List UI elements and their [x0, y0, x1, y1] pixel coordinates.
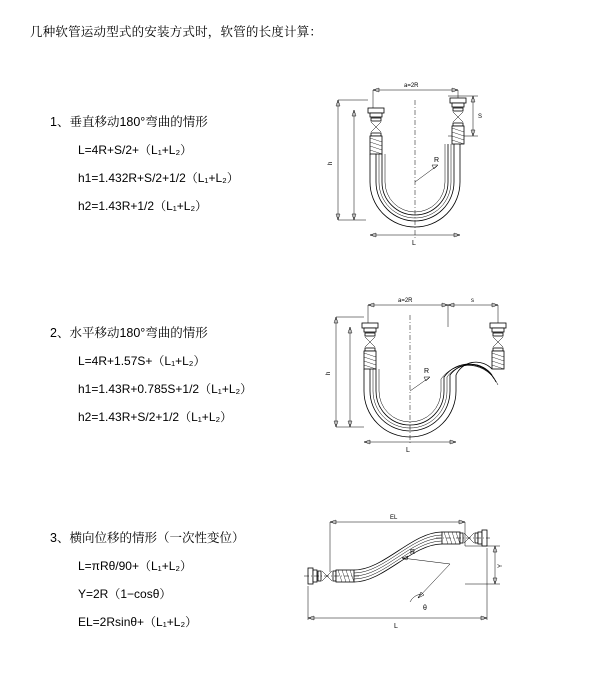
svg-text:EL: EL — [390, 515, 398, 521]
section-3-title: 3、横向位移的情形（一次性变位） — [50, 531, 245, 545]
figure-2-horizontal-180-bend — [318, 287, 568, 477]
svg-text:L: L — [394, 623, 398, 630]
svg-text:h: h — [326, 371, 332, 375]
svg-text:R: R — [434, 157, 440, 164]
section-2-title: 2、水平移动180°弯曲的情形 — [50, 326, 208, 340]
svg-text:S: S — [478, 114, 483, 120]
section-2-formula-2: h1=1.43R+0.785S+1/2（L₁+L₂） — [78, 382, 253, 396]
svg-text:L: L — [412, 240, 416, 247]
svg-text:a=2R: a=2R — [404, 83, 419, 89]
svg-text:h: h — [328, 161, 334, 165]
section-3-formula-1: L=πRθ/90+（L₁+L₂） — [78, 559, 193, 573]
svg-text:θ: θ — [423, 605, 427, 612]
svg-text:Y: Y — [498, 563, 504, 568]
page-title: 几种软管运动型式的安装方式时，软管的长度计算： — [30, 25, 323, 39]
section-1-formula-3: h2=1.43R+1/2（L₁+L₂） — [78, 199, 208, 213]
section-2-formula-3: h2=1.43R+S/2+1/2（L₁+L₂） — [78, 410, 233, 424]
svg-text:R: R — [424, 368, 430, 375]
svg-text:L: L — [406, 447, 410, 454]
figure-1-vertical-180-bend — [318, 70, 568, 270]
section-1-formula-2: h1=1.432R+S/2+1/2（L₁+L₂） — [78, 171, 239, 185]
figure-3-svg — [290, 506, 570, 646]
section-1-formula-1: L=4R+S/2+（L₁+L₂） — [78, 143, 193, 157]
figure-2-svg — [318, 287, 568, 477]
section-2-formula-1: L=4R+1.57S+（L₁+L₂） — [78, 354, 206, 368]
figure-1-svg — [318, 70, 568, 270]
section-3-formula-3: EL=2Rsinθ+（L₁+L₂） — [78, 615, 198, 629]
svg-text:s: s — [471, 298, 474, 304]
figure-3-lateral-offset — [290, 506, 570, 646]
svg-text:a=2R: a=2R — [398, 298, 413, 304]
section-1-title: 1、垂直移动180°弯曲的情形 — [50, 115, 208, 129]
section-3-text — [50, 528, 300, 641]
section-3-formula-2: Y=2R（1−cosθ） — [78, 587, 172, 601]
section-1-text — [50, 112, 300, 225]
svg-text:R: R — [410, 549, 416, 556]
section-2-text — [50, 323, 300, 436]
